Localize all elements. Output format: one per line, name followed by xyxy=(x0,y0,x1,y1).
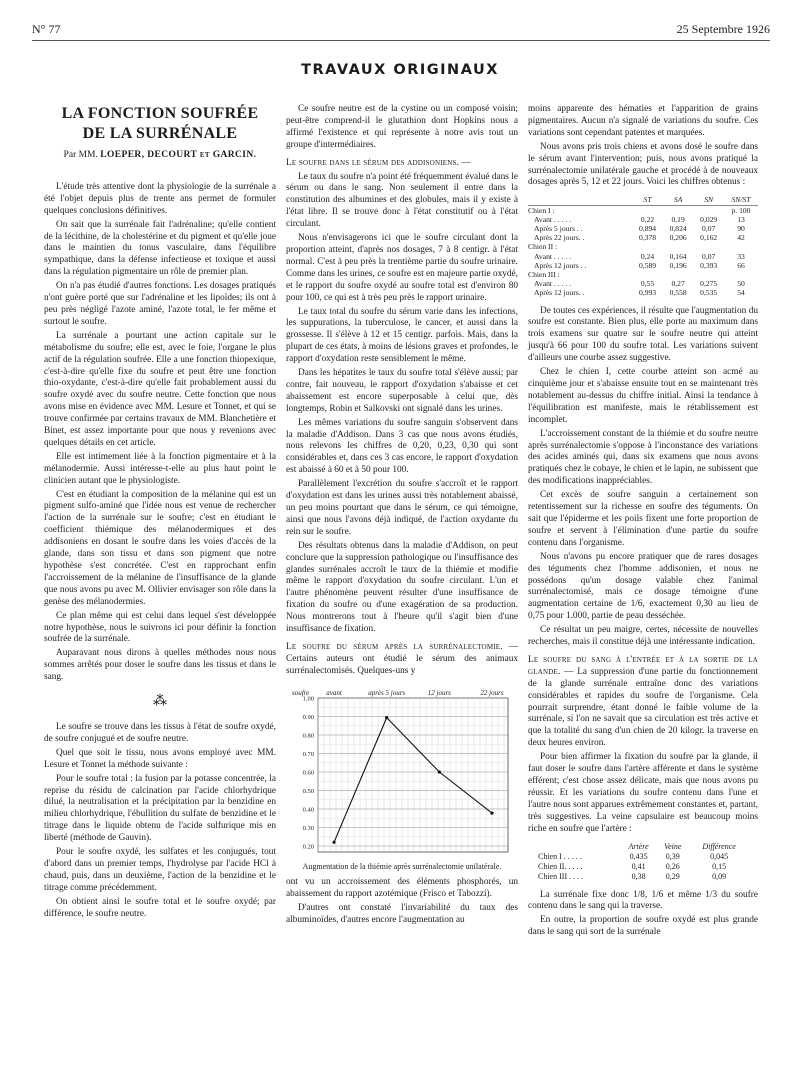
paragraph: Chez le chien I, cette courbe atteint son acmé au cinquième jour et s'abaisse ensuite tout en se maintenant très notablement au-dessus du chiffre initial. Ainsi la tendance à l'équilibration est manifeste, mais le rétablissement est incomplet. xyxy=(528,367,758,425)
y-tick-label: 0.20 xyxy=(302,843,314,851)
chart-caption: Augmentation de la thiémie après surrénalectomie unilatérale. xyxy=(302,861,502,871)
table-header: SN xyxy=(704,195,714,205)
table-header: SN/ST xyxy=(731,195,751,205)
authors: LOEPER, DECOURT et GARCIN. xyxy=(100,150,257,160)
table-header: Artère xyxy=(628,841,649,851)
subsection-heading: Le soufre du sang à l'entrée et à la sortie de la glande. — La suppression d'une partie du fonctionnement de la glande surrénale entraîne donc des variations considérables et rapides du soufre de l'organisme. Cela pourrait surprendre, étant donné le faible volume de la surrénale, si l'on ne savait que sa circulation est très active et que la totalité du sang d'un chien de 20 kilogr. la traverse en deux heures environ. xyxy=(528,654,758,749)
paragraph: Auparavant nous dirons à quelles méthodes nous nous sommes arrêtés pour doser le soufre dans les tissus et dans le sang. xyxy=(44,648,276,683)
table-row: Avant . . . . . 0,24 0,164 0,07 33 xyxy=(534,251,745,261)
paragraph: Parallèlement l'excrétion du soufre s'accroît et le rapport d'oxydation est dans les urines aussi très notablement abaissé, un peu moins pourtant que dans le sérum, ce qui témoigne, ainsi que nous l'avons déjà indiqué, de l'action oxydante du rein sur le soufre. xyxy=(286,479,518,537)
paragraph: Des résultats obtenus dans la maladie d'Addison, on peut conclure que la suppression pathologique ou l'insuffisance des glandes surrénales accroît le taux de la thiémie et modifie même le rapport d'oxydation du soufre circulant. L'un et l'autre phénomène peuvent résulter d'une insuffisance de fixation du soufre ou d'une exagération de sa production. Nous montrerons tout à l'heure qu'il s'agit bien d'une insuffisance de fixation. xyxy=(286,540,518,635)
subsection-heading: Le soufre du sérum après la surrénalectomie. — Certains auteurs ont étudié le sérum des animaux surrénalectomisés. Quelques-uns y xyxy=(286,641,519,676)
paragraph: Le soufre se trouve dans les tissus à l'état de soufre oxydé, de soufre conjugué et de soufre neutre. xyxy=(44,721,276,744)
page-header xyxy=(32,20,770,44)
paragraph: On n'a pas étudié d'autres fonctions. Les dosages pratiqués n'ont guère porté que sur l'adrénaline et les lipoïdes; ils ont à peu près négligé l'azote aminé, l'azote total, le fer même et surtout le soufre. xyxy=(44,281,276,327)
table-row: Après 22 jours. . 0,378 0,206 0,162 42 xyxy=(534,233,745,243)
paragraph: Le taux total du soufre du sérum varie dans les infections, les suppurations, la tuberculose, le cancer, et aussi dans la grossesse. Il s'élève à 12 et 15 centigr. parfois. Mais, dans la plupart de ces états, à moins de lésions graves et profondes, le rapport d'oxydation reste sensiblement le même. xyxy=(286,306,518,365)
table-row: Avant . . . . . 0,55 0,27 0,275 50 xyxy=(534,279,745,289)
table-row: Après 5 jours . . 0,894 0,824 0,07 90 xyxy=(534,223,745,233)
paragraph: Ce soufre neutre est de la cystine ou un composé voisin; peut-être comprend-il le glutathion dont Hopkins nous a affirmé l'existence et qui représente à notre avis tout un groupe d'intermédiaires. xyxy=(286,104,518,150)
column-2 xyxy=(286,104,518,929)
paragraph: La surrénale a pourtant une action capitale sur le métabolisme du soufre; elle est, avec le foie, l'organe le plus actif de la régulation soufrée. Elle a une fonction thiopexique, c'est-à-dire qu'elle fixe du soufre et peut être une fonction thio-oxydante, c'est-à-dire qu'elle fait probablement aussi du soufre oxydé avec du soufre neutre. Cette fonction que nous avons mise en évidence avec MM. Lesure et Tonnet, et qui se trouve confirmée par certains travaux de MM. Blanchetière et Binet, est assez importante pour que nous y revenions avec quelques détails en cet article. xyxy=(44,330,276,448)
paragraph: ont vu un accroissement des éléments phosphorés, un abaissement du rapport azotémique (Frisco et Tabozzi). xyxy=(286,877,518,900)
subsection-heading: Le soufre dans le sérum des addisoniens. — xyxy=(286,157,471,168)
table-row: Chien I . . . . . 0,435 0,39 0,045 xyxy=(538,851,729,861)
article-title-line-2: DE LA SURRÉNALE xyxy=(82,125,238,142)
header-rule xyxy=(32,40,770,41)
table-unit: p. 100 xyxy=(724,205,758,215)
table-header: SA xyxy=(673,195,683,205)
paragraph: C'est en étudiant la composition de la mélanine qui est un pigment sulfo-aminé que l'idée nous est venue de rechercher l'action de la surrénale sur le soufre; c'est en étudiant le coefficient thiémique des mélanodermiques et des addisoniens en dosant le soufre dans les voies d'accès de la glande, dans son tissu et dans son pigment que notre hypothèse s'est concrétée. C'est en rapprochant enfin l'accroissement de la mélanine de l'insuffisance de la glande que nous avons pu avec M. Ollivier envisager son rôle dans la genèse des mélanodermies. xyxy=(44,489,276,607)
x-category-label: après 5 jours xyxy=(368,688,406,697)
table-row: Avant . . . . . 0,22 0,19 0,029 13 xyxy=(534,214,745,224)
column-3 xyxy=(528,104,758,941)
artery-vein-table xyxy=(538,842,750,882)
y-tick-label: 0.30 xyxy=(302,824,314,832)
paragraph: Elle est intimement liée à la fonction pigmentaire et à la mélanodermie. Aussi intéresse-t-elle au plus haut point le clinicien autant que le physiologiste. xyxy=(44,451,276,486)
column-1 xyxy=(44,98,276,922)
paragraph: On obtient ainsi le soufre total et le soufre oxydé; par différence, le soufre neutre. xyxy=(44,896,276,919)
paragraph: En outre, la proportion de soufre oxydé est plus grande dans le sang qui sort de la surrénale xyxy=(528,915,758,938)
x-category-label: 12 jours xyxy=(427,688,451,697)
paragraph: Les mêmes variations du soufre sanguin s'observent dans la maladie d'Addison. Dans 3 cas que nous avons étudiés, nous relevons les chiffres de 0,20, 0,23, 0,30 qui sont considérables et, dans ces 3 cas encore, le rapport d'oxydation est abaissé à 60 et à 50 pour 100. xyxy=(286,417,518,476)
sulfur-results-table xyxy=(528,195,758,297)
byline xyxy=(44,150,276,162)
paragraph: Le taux du soufre n'a point été fréquemment évalué dans le sérum ou dans le sang. Non seulement il entre dans la constitution des albumines et des globules, mais il y existe à l'état libre. Il se trouve donc à l'état constitutif ou à l'état circulant. xyxy=(286,171,518,230)
table-row: Après 12 jours. . 0,993 0,558 0,535 54 xyxy=(534,288,745,298)
paragraph: La surrénale fixe donc 1/8, 1/6 et même 1/3 du soufre contenu dans le sang qui la traverse. xyxy=(528,889,758,912)
paragraph: Quel que soit le tissu, nous avons employé avec MM. Lesure et Tonnet la méthode suivante : xyxy=(44,747,276,770)
paragraph: Pour bien affirmer la fixation du soufre par la glande, il faut doser le soufre dans l'artère afférente et dans le système efférent; c'est chose assez délicate, mais que nous avons pu réussir. Et les variations du soufre contenu dans l'une et l'autre nous sont apparues extrêmement constantes et, partant, très suggestives. La veine capsulaire est beaucoup moins riche en soufre que l'artère : xyxy=(528,752,758,834)
y-tick-label: 0.50 xyxy=(302,787,314,795)
paragraph: Ce plan même qui est celui dans lequel s'est développée notre hypothèse, nous le suivrons ici pour définir la fonction soufrée de la surrénale. xyxy=(44,610,276,645)
paragraph: Nous n'avons pu encore pratiquer que de rares dosages des téguments chez l'homme addisonien, et nous ne possédons qu'un dosage valable chez l'animal surrénalectomisé, mais ce dosage témoigne d'une augmentation certaine de 1/6, exactement 0,30 au lieu de 0,75 pour 1.000, partie de peau desséchée. xyxy=(528,551,758,622)
table-header: Différence xyxy=(702,841,736,851)
paragraph: L'étude très attentive dont la physiologie de la surrénale a été l'objet depuis plus de trente ans permet de formuler quelques conclusions définitives. xyxy=(44,181,276,216)
table-group-row: Chien III : xyxy=(528,269,560,279)
data-point xyxy=(332,840,335,843)
x-category-label: avant xyxy=(326,688,342,697)
thiemie-chart xyxy=(288,684,514,860)
chart-frame xyxy=(318,698,508,852)
y-tick-label: 0.60 xyxy=(302,769,314,777)
x-category-label: 22 jours xyxy=(480,688,504,697)
y-tick-label: 1.00 xyxy=(302,695,314,703)
y-tick-label: 0.40 xyxy=(302,806,314,814)
byline-prefix: Par MM. xyxy=(63,150,98,160)
paragraph: De toutes ces expériences, il résulte que l'augmentation du soufre est constante. Bien plus, elle porte au maximum dans trois examens sur quatre sur le soufre neutre qui atteint jusqu'à 66 pour 100 du soufre total. Les variations suivent d'ailleurs une courbe assez suggestive. xyxy=(528,305,758,364)
issue-date: 25 Septembre 1926 xyxy=(676,22,770,36)
series-line xyxy=(334,717,492,842)
article-title xyxy=(44,104,276,144)
table-header: ST xyxy=(643,195,652,205)
table-group-label: Chien I : xyxy=(528,205,632,215)
paragraph: Dans les hépatites le taux du soufre total s'élève aussi; par contre, fait nouveau, le rapport d'oxydation s'abaisse et cet abaissement est encore superposable à celui que, dès longtemps, Robin et Salkovski ont signalé dans les urines. xyxy=(286,368,518,414)
table-row: Après 12 jours . . 0,589 0,196 0,393 66 xyxy=(534,260,745,270)
y-tick-label: 0.80 xyxy=(302,732,314,740)
paragraph: moins apparente des hématies et l'apparition de grains pigmentaires. Aucun n'a signalé de variations du soufre. Ces variations sont cependant patentes et marquées. xyxy=(528,104,758,138)
y-axis-label: soufre xyxy=(292,688,310,697)
paragraph: D'autres ont constaté l'invariabilité du taux des albuminoïdes, d'autres encore l'augmentation au xyxy=(286,903,518,925)
paragraph: Cet excès de soufre sanguin a certainement son retentissement sur la richesse en soufre des téguments. On sait que l'épiderme et les poils fixent une forte proportion de soufre et servent à l'élimination d'une partie du soufre contenu dans l'organisme. xyxy=(528,490,758,548)
data-point xyxy=(385,716,388,719)
table-group-row: Chien II : xyxy=(528,242,558,252)
paragraph: L'accroissement constant de la thiémie et du soufre neutre après surrénalectomie s'oppose à l'inconstance des variations des acides aminés qui, dans six examens que nous avons pratiqués chez le cobaye, le chien et le lapin, ne subissent que des modifications inappréciables. xyxy=(528,428,758,487)
paragraph: On sait que la surrénale fait l'adrénaline; qu'elle contient de la lécithine, de la cholestérine et du pigment et qu'elle joue dans le maintien du tonus vasculaire, dans l'équilibre sympathique, dans la défense infectieuse et toxique et aussi dans la régulation pigmentaire un rôle de premier plan. xyxy=(44,219,276,278)
table-row: Chien III . . . . 0,38 0,29 0,09 xyxy=(538,871,727,881)
paragraph: Pour le soufre oxydé, les sulfates et les conjugués, tout d'abord dans un premier temps, l'hydrolyse par l'acide HCl à chaud, puis, dans un deuxième, l'action de la benzidine et le titrage comme précédemment. xyxy=(44,847,276,893)
data-point xyxy=(438,770,441,773)
y-tick-label: 0.70 xyxy=(302,750,314,758)
section-title: TRAVAUX ORIGINAUX xyxy=(301,62,499,78)
y-tick-label: 0.90 xyxy=(302,713,314,721)
data-point xyxy=(490,811,493,814)
table-row: Chien II. . . . . 0,41 0,26 0,15 xyxy=(538,861,727,871)
paragraph: Nous avons pris trois chiens et avons dosé le soufre dans le sérum avant l'intervention; puis, nous avons pratiqué la surrénalectomie unilatérale gauche et procédé à de nouveaux dosages après 5, 12 et 22 jours. Voici les chiffres obtenus : xyxy=(528,141,758,188)
paragraph: Ce résultat un peu maigre, certes, nécessite de nouvelles recherches, mais il constitue déjà une intéressante indication. xyxy=(528,625,758,648)
section-divider-stars: ⁂ xyxy=(153,694,167,710)
issue-number: N° 77 xyxy=(32,22,61,36)
paragraph: Pour le soufre total : la fusion par la potasse concentrée, la reprise du résidu de calcination par l'acide chlorhydrique dilué, la neutralisation et la précipitation par la benzidine en milieu chlorhydrique, l'ébullition du sulfate de benzidine et le titrage dans le liquide obtenu de l'acide sulfurique mis en liberté (méthode de Gauvin). xyxy=(44,773,276,844)
table-header: Veine xyxy=(664,841,682,851)
paragraph: Nous n'envisagerons ici que le soufre circulant dont la proportion atteint, d'après nos dosages, 7 à 8 centigr. à l'état normal. C'est à peu près la trentième partie du soufre urinaire. Comme dans les urines, ce soufre est en majeure partie oxydé, et le rapport du soufre oxydé au soufre total est d'environ 80 pour 100, ce qui est à très peu près le rapport urinaire. xyxy=(286,233,518,303)
article-title-line-1: LA FONCTION SOUFRÉE xyxy=(61,105,259,122)
chart-svg xyxy=(288,684,514,860)
